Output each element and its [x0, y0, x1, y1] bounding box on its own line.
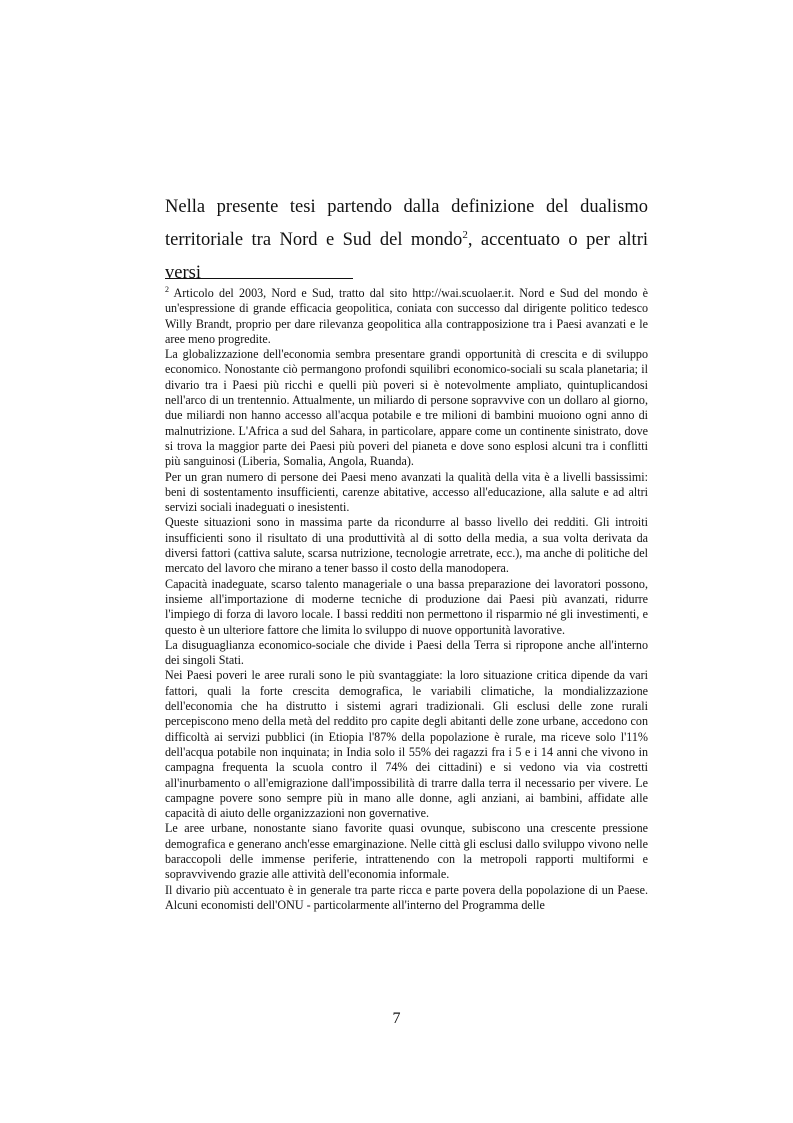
footnote-paragraph-3: Per un gran numero di persone dei Paesi meno avanzati la qualità della vita è a livelli bassissimi: beni di sostentamento insufficienti, carenze abitative, accesso all'educazione, alla salute e ad altri servizi sociali inadeguati o inesistenti. — [165, 469, 648, 515]
page-number: 7 — [392, 1010, 401, 1027]
body-line-2 — [165, 224, 648, 290]
footnote-paragraph-8: Le aree urbane, nonostante siano favorite quasi ovunque, subiscono una crescente pressione demografica e generano anch'esse emarginazione. Nelle città gli esclusi dallo sviluppo vivono nelle baraccopoli delle immense periferie, intrattenendo con la metropoli rapporti multiformi e sopravvivendo grazie alle attività dell'economia informale. — [165, 821, 648, 882]
body-line-2-pre: territoriale tra Nord e Sud del mondo — [165, 230, 463, 250]
footnote-block — [165, 286, 648, 913]
footnote-separator — [165, 278, 353, 279]
body-paragraph — [165, 191, 648, 290]
footnote-paragraph-9: Il divario più accentuato è in generale tra parte ricca e parte povera della popolazione di un Paese. Alcuni economisti dell'ONU - particolarmente all'interno del Programma delle — [165, 882, 648, 912]
footnote-paragraph-5: Capacità inadeguate, scarso talento manageriale o una bassa preparazione dei lavoratori possono, insieme all'importazione di moderne tecniche di produzione dai Paesi più avanzati, ridurre l'impiego di forza di lavoro locale. I bassi redditi non permettono il risparmio né gli investimenti, e questo è un ulteriore fattore che limita lo sviluppo di nuove opportunità lavorative. — [165, 576, 648, 637]
footnote-paragraph-2: La globalizzazione dell'economia sembra presentare grandi opportunità di crescita e di sviluppo economico. Nonostante ciò permangono profondi squilibri economico-sociali su scala planetaria; il divario tra i Paesi più ricchi e quelli più poveri si è notevolmente ampliato, quintuplicandosi nell'arco di un trentennio. Attualmente, un miliardo di persone sopravvive con un dollaro al giorno, due miliardi non hanno accesso all'acqua potabile e tre milioni di bambini muoiono ogni anno di malnutrizione. L'Africa a sud del Sahara, in particolare, appare come un continente sinistrato, dove si trova la maggior parte dei Paesi più poveri del pianeta e dove sono esplosi alcuni tra i conflitti più sanguinosi (Liberia, Somalia, Angola, Ruanda). — [165, 347, 648, 469]
footnote-reference: 2 — [462, 228, 468, 241]
body-line-1: Nella presente tesi partendo dalla definizione del dualismo — [165, 197, 648, 217]
footnote-paragraph-4: Queste situazioni sono in massima parte da ricondurre al basso livello dei redditi. Gli introiti insufficienti sono il risultato di una produttività al di sotto della media, a sua volta derivata da diversi fattori (cattiva salute, scarsa nutrizione, tecnologie arretrate, ecc.), ma anche di politiche del mercato del lavoro che mirano a tener basso il costo della manodopera. — [165, 515, 648, 576]
footnote-paragraph-6: La disuguaglianza economico-sociale che divide i Paesi della Terra si ripropone anche all'interno dei singoli Stati. — [165, 637, 648, 668]
body-line-2-post: , accentuato o per altri versi — [165, 230, 648, 283]
footnote-paragraph-1: $^2$ Articolo del 2003, Nord e Sud, tratto dal sito http://wai.scuolaer.it. Nord e Sud del mondo è un'espressione di grande efficacia geopolitica, coniata con successo dal dirigente politico tedesco Willy Brandt, proprio per dare rilevanza geopolitica alla contrapposizione tra i Paesi avanzati e le aree meno progredite. — [165, 284, 649, 346]
footnote-paragraph-7: Nei Paesi poveri le aree rurali sono le più svantaggiate: la loro situazione critica dipende da vari fattori, quali la forte crescita demografica, le variabili climatiche, la mondializzazione dell'economia che ha distrutto i sistemi agrari tradizionali. Gli esclusi delle zone rurali percepiscono meno della metà del reddito pro capite degli abitanti delle zone urbane, accedono con difficoltà ai servizi pubblici (in Etiopia l'87% della popolazione è rurale, ma riceve solo l'11% dell'acqua potabile non inquinata; in India solo il 55% dei ragazzi fra i 5 e i 14 anni che vivono in campagna frequenta la scuola contro il 74% dei cittadini) e si vedono via via costretti all'inurbamento o all'emigrazione dall'impossibilità di trarre dalla terra il necessario per vivere. Le campagne povere sono sempre più in mano alle donne, agli anziani, ai bambini, affidate alle capacità di aiuto delle organizzazioni non governative. — [165, 668, 648, 821]
footnote-marker: 2 — [165, 284, 169, 294]
